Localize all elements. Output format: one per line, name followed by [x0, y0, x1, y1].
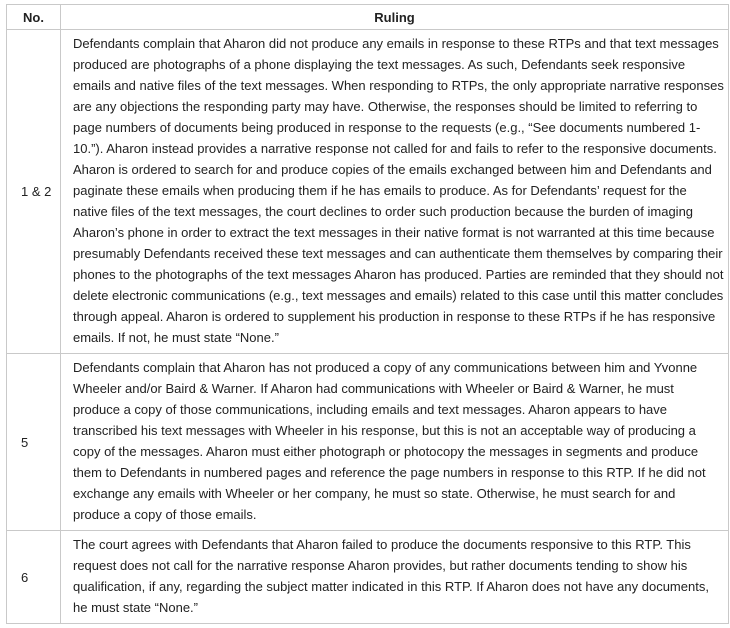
header-row	[7, 5, 729, 30]
ruling-text: Defendants complain that Aharon has not produced a copy of any communications between him and Yvonne Wheeler and/or Baird & Warner. If Aharon had communications with Wheeler or Baird & Warner, he must produce a copy of those communications, including emails and text messages. Aharon appears to have transcribed his text messages with Wheeler in his response, but this is not an acceptable way of producing a copy of the messages. Aharon must either photograph or photocopy the messages in segments and produce them to Defendants in numbered pages and reference the page numbers in response to this RTP. If he did not exchange any emails with Wheeler or her company, he must so state. Otherwise, he must search for and produce a copy of those emails.	[61, 354, 729, 531]
table-body	[7, 30, 729, 624]
table-header	[7, 5, 729, 30]
table-row	[7, 354, 729, 531]
column-header-ruling: Ruling	[61, 5, 729, 30]
row-number: 5	[7, 354, 61, 531]
column-header-no: No.	[7, 5, 61, 30]
table-row	[7, 531, 729, 624]
row-number: 1 & 2	[7, 30, 61, 354]
table-row	[7, 30, 729, 354]
row-number: 6	[7, 531, 61, 624]
ruling-text: Defendants complain that Aharon did not produce any emails in response to these RTPs and that text messages produced are photographs of a phone displaying the text messages. As such, Defendants seek responsive emails and native files of the text messages. When responding to RTPs, the only appropriate narrative responses are any objections the responding party may have. Otherwise, the responses should be limited to referring to page numbers of documents being produced in response to the requests (e.g., “See documents numbered 1-10.”). Aharon instead provides a narrative response not called for and fails to refer to the responsive documents. Aharon is ordered to search for and produce copies of the emails exchanged between him and Defendants and paginate these emails when producing them if he has emails to produce. As for Defendants’ request for the native files of the text messages, the court declines to order such production because the burden of imaging Aharon’s phone in order to extract the text messages in their native format is not warranted at this time because presumably Defendants received these text messages and can authenticate them themselves by comparing their phones to the photographs of the text messages Aharon has produced. Parties are reminded that they should not delete electronic communications (e.g., text messages and emails) related to this case until this matter concludes through appeal. Aharon is ordered to supplement his production in response to these RTPs if he has responsive emails. If not, he must state “None.”	[61, 30, 729, 354]
rulings-table	[6, 4, 729, 624]
ruling-text: The court agrees with Defendants that Aharon failed to produce the documents responsive to this RTP. This request does not call for the narrative response Aharon provides, but rather documents tending to show his qualification, if any, regarding the subject matter indicated in this RTP. If Aharon does not have any documents, he must state “None.”	[61, 531, 729, 624]
